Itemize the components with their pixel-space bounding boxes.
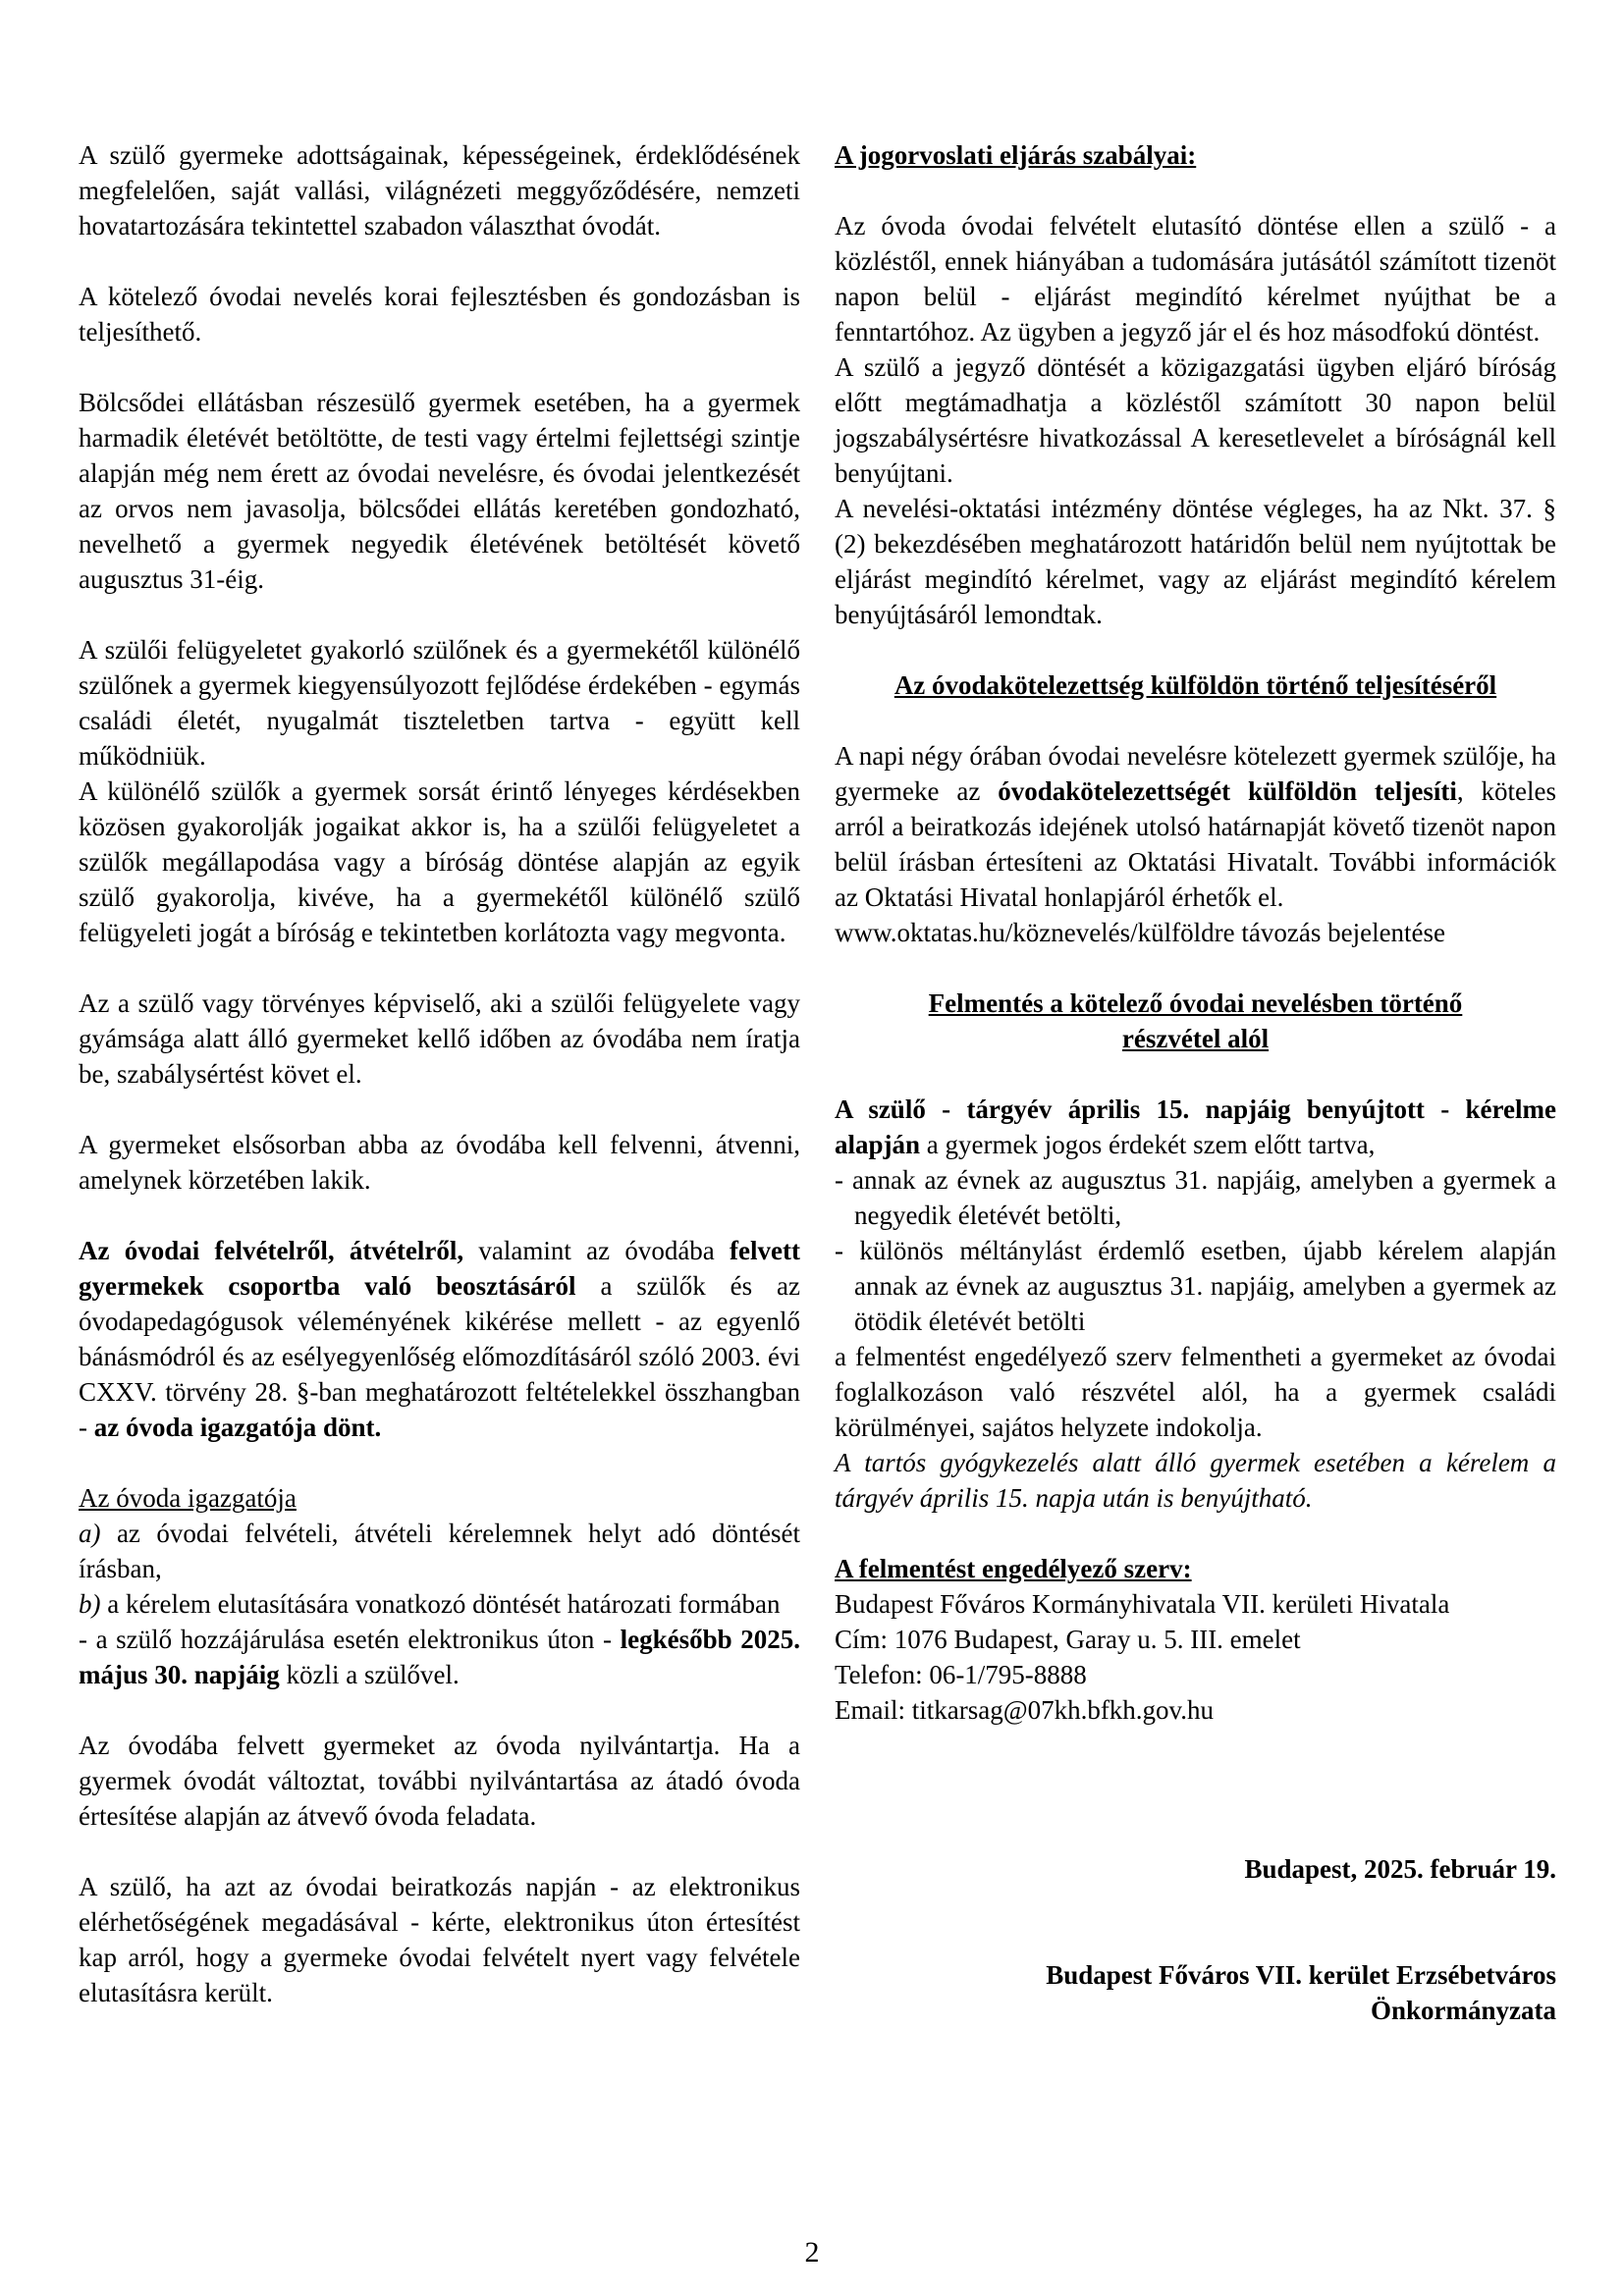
authority-name: Budapest Főváros Kormányhivatala VII. kerületi Hivatala <box>835 1589 1450 1619</box>
abroad-paragraph <box>835 738 1556 915</box>
signature-line-1: Budapest Főváros VII. kerület Erzsébetváros <box>1046 1960 1556 1990</box>
exemption-item-1: - annak az évnek az augusztus 31. napjáig, amelyben a gyermek a negyedik életévét betölti, <box>835 1165 1556 1230</box>
appeal-heading: A jogorvoslati eljárás szabályai: <box>835 140 1197 170</box>
paragraph-kindergarten-choice: A szülő gyermeke adottságainak, képességeinek, érdeklődésének megfelelően, saját vallási, világnézeti meggyőződésére, nemzeti hovatartozására tekintettel szabadon választhat óvodát. <box>79 140 800 240</box>
abroad-bold: óvodakötelezettségét külföldön teljesíti <box>998 776 1457 806</box>
admission-bold-2: felvett gyermekek csoportba való beosztásáról <box>79 1236 800 1301</box>
paragraph-district-admission: A gyermeket elsősorban abba az óvodába kell felvenni, átvenni, amelynek körzetében lakik. <box>79 1130 800 1195</box>
authority-email: Email: titkarsag@07kh.bfkh.gov.hu <box>835 1695 1215 1725</box>
director-heading: Az óvoda igazgatója <box>79 1483 297 1513</box>
document-date: Budapest, 2025. február 19. <box>1244 1854 1556 1884</box>
paragraph-enrollment-offence: Az a szülő vagy törvényes képviselő, aki a szülői felügyelete vagy gyámsága alatt álló gyermeket kellő időben az óvodába nem íratja be, szabálysértést követ el. <box>79 988 800 1089</box>
abroad-text-1: A napi négy órában óvodai nevelésre kötelezett gyermek szülője, ha gyermeke az <box>835 741 1556 806</box>
page-number: 2 <box>804 2236 820 2269</box>
right-column <box>835 137 1556 2028</box>
exemption-intro-text: a gyermek jogos érdekét szem előtt tartva, <box>920 1130 1376 1159</box>
exemption-conclusion: a felmentést engedélyező szerv felmentheti a gyermeket az óvodai foglalkozáson való részvétel alól, ha a gyermek családi körülményei, sajátos helyzete indokolja. <box>835 1342 1556 1442</box>
director-item-b-label: b) <box>79 1589 101 1619</box>
exemption-intro-bold: A szülő - tárgyév április 15. napjáig benyújtott - kérelme alapján <box>835 1095 1556 1159</box>
appeal-paragraph-1: Az óvoda óvodai felvételt elutasító döntése ellen a szülő - a közléstől, ennek hiányában a tudomására jutásától számított tizenöt napon belül - eljárást megindító kérelmet nyújthat be a fenntartóhoz. Az ügyben a jegyző jár el és hoz másodfokú döntést. <box>835 211 1556 347</box>
paragraph-nursery-care: Bölcsődei ellátásban részesülő gyermek esetében, ha a gyermek harmadik életévét betöltötte, de testi vagy értelmi fejlettségi szintje alapján még nem érett az óvodai nevelésre, és óvodai jelentkezését az orvos nem javasolja, bölcsődei ellátás keretében gondozható, nevelhető a gyermek negyedik életévének betöltését követő augusztus 31-éig. <box>79 388 800 594</box>
director-item-a-text: az óvodai felvételi, átvételi kérelemnek helyt adó döntését írásban, <box>79 1519 800 1583</box>
director-deadline: legkésőbb 2025. május 30. napjáig <box>79 1625 801 1689</box>
paragraph-early-development: A kötelező óvodai nevelés korai fejlesztésben és gondozásban is teljesíthető. <box>79 282 800 347</box>
abroad-heading: Az óvodakötelezettség külföldön történő teljesítéséről <box>893 670 1497 700</box>
director-item-a <box>79 1516 800 1586</box>
signature-line-2: Önkormányzata <box>1371 1996 1556 2025</box>
authority-phone: Telefon: 06-1/795-8888 <box>835 1660 1087 1689</box>
abroad-text-2: , köteles arról a beiratkozás idejének utolsó határnapját követő tizenöt napon belül írásban értesíteni az Oktatási Hivatalt. További információk az Oktatási Hivatal honlapjáról érhetők el. <box>835 776 1557 912</box>
paragraph-parental-cooperation: A szülői felügyeletet gyakorló szülőnek és a gyermekétől különélő szülőnek a gyermek kiegyensúlyozott fejlődése érdekében - egymás családi életét, nyugalmát tiszteletben tartva - együtt kell működniük. <box>79 635 800 771</box>
paragraph-registry: Az óvodába felvett gyermeket az óvoda nyilvántartja. Ha a gyermek óvodát változtat, további nyilvántartása az átadó óvoda értesítése alapján az átvevő óvoda feladata. <box>79 1731 800 1831</box>
exemption-heading-line-1: Felmentés a kötelező óvodai nevelésben történő <box>928 988 1463 1018</box>
director-item-a-label: a) <box>79 1519 101 1548</box>
paragraph-admission-decision <box>79 1233 800 1445</box>
appeal-paragraph-3: A nevelési-oktatási intézmény döntése végleges, ha az Nkt. 37. § (2) bekezdésében meghatározott határidőn belül nem nyújtottak be eljárást megindító kérelmet, vagy az eljárást megindító kérelem benyújtásáról lemondtak. <box>835 494 1556 629</box>
admission-bold-3: az óvoda igazgatója dönt. <box>93 1413 382 1442</box>
exemption-heading-line-2: részvétel alól <box>1121 1024 1270 1053</box>
admission-bold-1: Az óvodai felvételről, átvételről, <box>79 1236 464 1265</box>
paragraph-electronic-notice: A szülő, ha azt az óvodai beiratkozás napján - az elektronikus elérhetőségének megadásával - kérte, elektronikus úton értesítést kap arról, hogy a gyermeke óvodai felvételt nyert vagy felvétele elutasításra került. <box>79 1872 800 2007</box>
director-notification-text: - a szülő hozzájárulása esetén elektronikus úton - <box>79 1625 621 1654</box>
director-notification <box>79 1622 800 1692</box>
director-item-b <box>79 1586 800 1622</box>
admission-text-2: a szülők és az óvodapedagógusok véleményének kikérése mellett - az egyenlő bánásmódról és az esélyegyenlőség előmozdításáról szóló 2003. évi CXXV. törvény 28. §-ban meghatározott feltételekkel összhangban - <box>79 1271 800 1442</box>
exemption-intro <box>835 1092 1556 1162</box>
paragraph-separated-parents: A különélő szülők a gyermek sorsát érintő lényeges kérdésekben közösen gyakorolják jogaikat akkor is, ha a szülői felügyeletet a szülők megállapodása vagy a bíróság döntése alapján az egyik szülő gyakorolja, kivéve, ha a gyermekétől különélő szülő felügyeleti jogát a bíróság e tekintetben korlátozta vagy megvonta. <box>79 776 800 947</box>
authority-heading: A felmentést engedélyező szerv: <box>835 1554 1192 1583</box>
director-item-b-text: a kérelem elutasítására vonatkozó döntését határozati formában <box>100 1589 781 1619</box>
exemption-item-2: - különös méltánylást érdemlő esetben, újabb kérelem alapján annak az évnek az augusztus 31. napjáig, amelyben a gyermek az ötödik életévét betölti <box>835 1236 1556 1336</box>
authority-address: Cím: 1076 Budapest, Garay u. 5. III. emelet <box>835 1625 1301 1654</box>
appeal-paragraph-2: A szülő a jegyző döntését a közigazgatási ügyben eljáró bíróság előtt megtámadhatja a közléstől számított 30 napon belül jogszabálysértésre hivatkozással A keresetlevelet a bíróságnál kell benyújtani. <box>835 352 1556 488</box>
abroad-url: www.oktatas.hu/köznevelés/külföldre távozás bejelentése <box>835 918 1446 947</box>
admission-text-1: valamint az óvodába <box>463 1236 731 1265</box>
exemption-note: A tartós gyógykezelés alatt álló gyermek esetében a kérelem a tárgyév április 15. napja után is benyújtható. <box>835 1448 1556 1513</box>
left-column <box>79 137 800 2010</box>
director-notification-end: közli a szülővel. <box>279 1660 460 1689</box>
